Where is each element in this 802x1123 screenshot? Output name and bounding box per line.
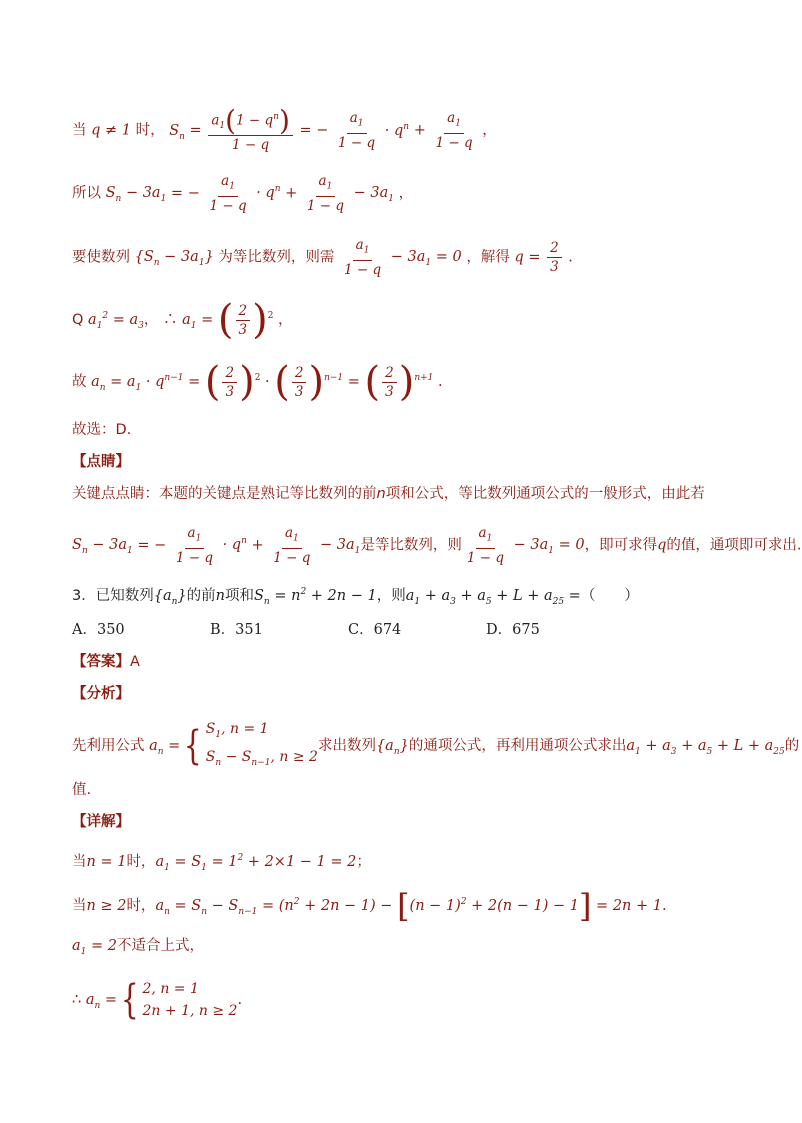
text: 先利用公式 [72,737,145,754]
text: ； [356,853,371,870]
text: 所以 [72,185,101,202]
text: 的前 [186,587,216,604]
option-a[interactable]: A．350 [72,622,125,638]
detail-l1: 当n = 1时，$a_1 = S_1 = 1^2 + 2\times 1 - 1 = 2$； [72,853,371,873]
text: ∴ [163,312,178,328]
analysis-p2: 值. [72,782,92,798]
option-d[interactable]: D．675 [486,622,540,638]
text: 项和公式，等比数列通项公式的一般形式，由此若 [385,486,705,502]
text: 关键点点睛：本题的关键点是熟记等比数列的前 [72,486,377,502]
text: ， [278,312,293,328]
text: . [438,374,443,390]
text: 不适合上式， [116,938,204,954]
text: 当 [72,122,87,139]
text: 当 [72,853,87,870]
math-condition: q ≠ 1 [91,122,131,139]
text: 故 [72,374,87,390]
formula-line-sn-minus: 所以 $S_n - 3a_1$ = − $\frac{a_1}{1 - q}$ · $q^n$ + $\frac{a_1}{1 - q}$ − $3a_1$ ， [72,173,414,214]
text: . [237,992,243,1008]
detail-l2: 当n ≥ 2时，$a_n = S_n - S_{n-1} = (n^2 + 2n - 1) - [(n - 1)^2 + 2(n - 1) - 1] = 2n + 1$. [72,887,667,925]
text: 当 [72,898,87,914]
answer-value: A [130,654,140,670]
text: 要使数列 [72,249,130,266]
text: 项和 [224,587,254,604]
choice-line: 故选：D. [72,422,132,438]
section-header-analysis: 【分析】 [72,686,130,702]
analysis-p1: 先利用公式 $a_n$ ={ $S_1$, n = 1 $S_n - S_{n-1}$, n ≥ 2 求出数列$\{a_n\}$的通项公式，再利用通项公式求出$a_1 + a_3 + a_5 + L + a_{25}$的 [72,721,800,769]
text: ，解得 [466,249,510,266]
formula-line-sn: 当 q ≠ 1 时， $S_n$ = $\frac{a_1(1 - q^n)}{1 - q}$ = − $\frac{a_1}{1 - q}$ · $q^n$ + $\frac{a_1}{1 - q}$ ， [72,104,497,154]
text: 3．已知数列 [72,587,154,604]
question-3-stem: 3．已知数列$\{a_n\}$的前n项和$S_n = n^2 + 2n - 1$，则$a_1 + a_3 + a_5 + L + a_{25}$ =（ ） [72,587,639,607]
text: ∴ [72,992,82,1008]
text: 是等比数列，则 [360,537,462,554]
text: ， [398,185,414,202]
text: 的 [784,737,800,754]
text: 的通项公式，再利用通项公式求出 [408,737,627,754]
text: ， [482,122,497,139]
text: Q [72,312,84,328]
math-n: n [376,486,386,502]
text: 为等比数列，则需 [218,249,335,266]
text: （ ） [580,587,639,604]
formula-line-a1: Q $a_1^2 = a_3$， ∴ $a_1$ = ( $\frac{2}{3}$ )$^2$ ， [72,297,293,343]
math-n: n [215,587,225,604]
dianjing-p2: $S_n - 3a_1$ = − $\frac{a_1}{1 - q}$ · $q^n$ + $\frac{a_1}{1 - q}$ − $3a_1$是等比数列，则 $\frac{a_1}{1 - q}$ − $3a_1 = 0$，即可求得q的值，通项即可求出. [72,525,802,566]
math-q: q [657,537,667,554]
answer-line [72,652,140,672]
detail-l3: $a_1 = 2$不适合上式， [72,938,204,957]
dianjing-p1 [72,484,705,504]
text: ，即可求得 [584,537,658,554]
section-header-answer: 【答案】 [72,654,130,670]
text: 的值，通项即可求出. [666,537,802,554]
option-b[interactable]: B．351 [210,622,263,638]
text: ，则 [376,587,406,604]
text: . [661,898,667,914]
option-c[interactable]: C．674 [348,622,402,638]
detail-l4: ∴ $a_n$ ={ 2, n = 1 2n + 1, n ≥ 2 . [72,977,243,1023]
formula-line-condition: 要使数列 $\{S_n - 3a_1\}$ 为等比数列，则需 $\frac{a_1}{1 - q}$ − $3a_1 = 0$ ，解得 q = $\frac{2}{3}$ . [72,237,573,278]
text: . [568,249,573,266]
text: 时， [135,122,165,139]
section-header-dianjing: 【点睛】 [72,454,130,470]
text: 求出数列 [317,737,376,754]
text: 时， [126,898,156,914]
formula-line-an: 故 $a_n = a_1 \cdot q^{n-1}$ = ( $\frac{2}{3}$ )$^2$ · ( $\frac{2}{3}$ )$^{n-1}$ = ( $\frac{2}{3}$ )$^{n+1}$ . [72,359,443,405]
text: 时， [126,853,156,870]
section-header-detail: 【详解】 [72,814,130,830]
